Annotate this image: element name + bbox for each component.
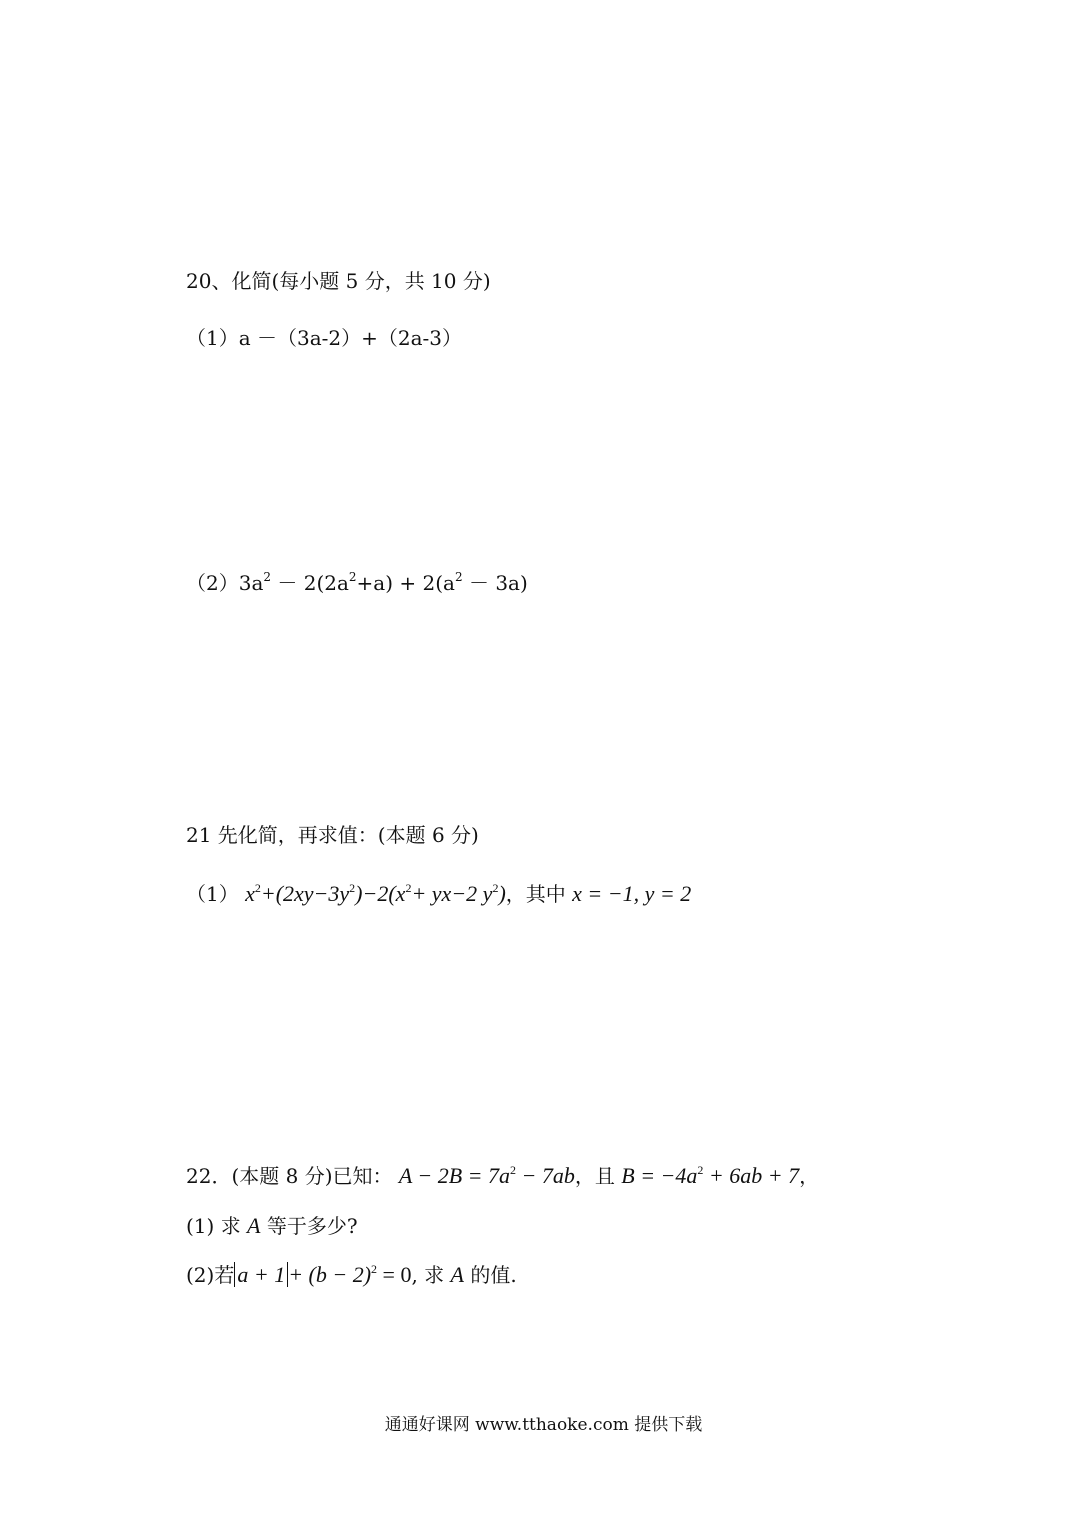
q22-equation-1: $A - 2B = 7a^2 - 7ab$: [398, 1163, 575, 1188]
q22-title: 22．(本题 8 分)已知： $A - 2B = 7a^2 - 7ab$，且 $B = -4a^2 + 6ab + 7$，: [186, 1163, 820, 1188]
q20-part2: $(2)3a^2 - 2(2a^2+a) + 2(a^2 - 3a)$: [186, 570, 528, 595]
q22-square-term: + $(b - 2)^2 = 0$: [288, 1262, 412, 1287]
q21-condition: x = −1, y = 2: [572, 881, 692, 906]
q21-title: 21 先化简，再求值：(本题 6 分): [186, 823, 479, 847]
q21-part1: （1） $x^2+(2xy-3y^2)-2(x^2+ yx-2$ $y^2$)，其中 x = −1, y = 2: [186, 881, 692, 906]
q21-expression: $x^2+(2xy-3y^2)-2(x^2+ yx-2$ $y^2$): [245, 881, 506, 906]
q22-part1: (1) 求 A 等于多少?: [186, 1213, 358, 1238]
q22-part2: (2)若 $a + 1 + (b - 2)^2 = 0$, 求 A 的值.: [186, 1262, 517, 1287]
q22-equation-2: $B = -4a^2 + 6ab + 7$: [621, 1163, 800, 1188]
footer-download-note: 通通好课网 www.tthaoke.com 提供下载: [384, 1415, 703, 1435]
q20-part1: （1）a －（3a-2）+（2a-3）: [186, 326, 463, 350]
q22-absolute-value: a + 1: [234, 1262, 288, 1287]
q20-title: 20、化简(每小题 5 分，共 10 分): [186, 269, 491, 293]
